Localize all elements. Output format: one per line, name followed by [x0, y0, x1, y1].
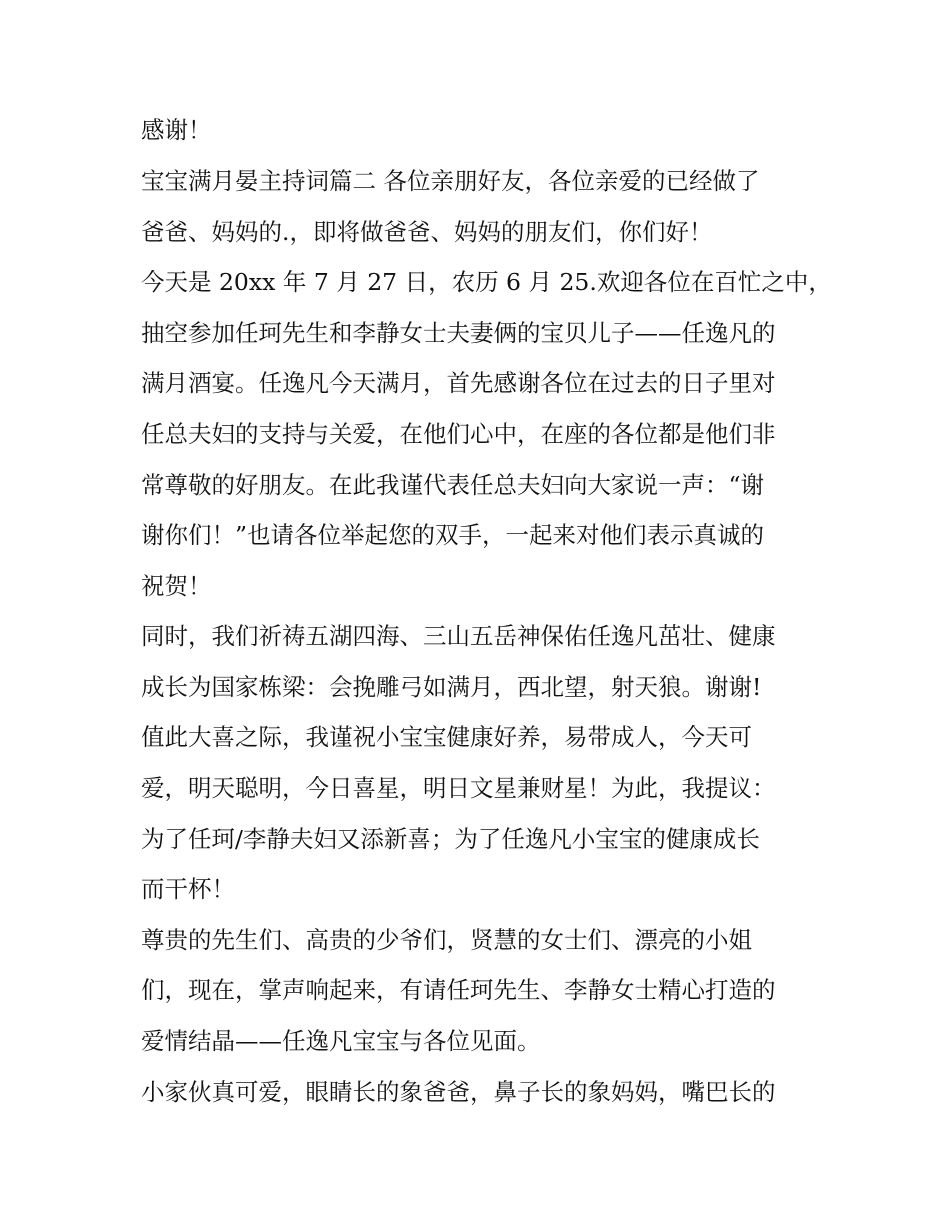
- text-line: 宝宝满月晏主持词篇二 各位亲朋好友，各位亲爱的已经做了: [141, 167, 760, 195]
- text-line: 祝贺！: [141, 572, 212, 600]
- text-line: 爱情结晶——任逸凡宝宝与各位见面。: [141, 1027, 541, 1055]
- text-line: 抽空参加任珂先生和李静女士夫妻俩的宝贝儿子——任逸凡的: [141, 319, 776, 347]
- text-line: 同时，我们祈祷五湖四海、三山五岳神保佑任逸凡茁壮、健康: [141, 622, 776, 650]
- text-line: 感谢！: [141, 116, 212, 144]
- text-line: 为了任珂/李静夫妇又添新喜；为了任逸凡小宝宝的健康成长: [141, 825, 760, 853]
- text-line: 值此大喜之际，我谨祝小宝宝健康好养，易带成人，今天可: [141, 723, 752, 751]
- text-line: 小家伙真可爱，眼睛长的象爸爸，鼻子长的象妈妈，嘴巴长的: [141, 1078, 776, 1106]
- text-line: 常尊敬的好朋友。在此我谨代表任总夫妇向大家说一声：“谢: [141, 471, 765, 499]
- text-line: 满月酒宴。任逸凡今天满月，首先感谢各位在过去的日子里对: [141, 369, 776, 397]
- text-line: 任总夫妇的支持与关爱，在他们心中，在座的各位都是他们非: [141, 420, 776, 448]
- text-line: 们，现在，掌声响起来，有请任珂先生、李静女士精心打造的: [141, 976, 776, 1004]
- text-line: 今天是 20xx 年 7 月 27 日，农历 6 月 25.欢迎各位在百忙之中，: [141, 268, 832, 296]
- text-line: 谢你们！”也请各位举起您的双手，一起来对他们表示真诚的: [141, 521, 765, 549]
- text-line: 爱，明天聪明，今日喜星，明日文星兼财星！为此，我提议：: [141, 774, 776, 802]
- text-line: 成长为国家栋梁：会挽雕弓如满月，西北望，射天狼。谢谢!: [141, 673, 762, 701]
- text-line: 尊贵的先生们、高贵的少爷们，贤慧的女士们、漂亮的小姐: [141, 926, 752, 954]
- text-line: 爸爸、妈妈的.，即将做爸爸、妈妈的朋友们，你们好！: [141, 218, 713, 246]
- text-line: 而干杯！: [141, 875, 235, 903]
